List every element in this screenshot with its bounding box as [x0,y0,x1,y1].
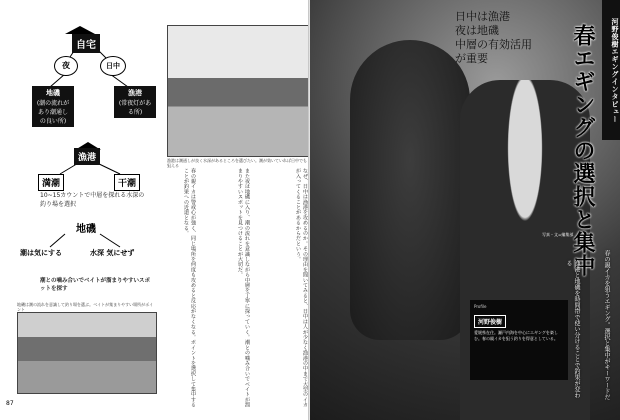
rocks-node-note: (潮の流れがあり潮通しの良い所) [36,100,70,125]
lead-column-2: 漁港と地磯を時間帯で使い分けることで釣果が変わる [565,260,580,398]
harbor-node [114,86,156,118]
harbor-photo-caption: 漁港は潮通しが良く水深があるところを選びたい。潮が効いていれば日中でも狙える [167,158,307,168]
main-title: 春エギングの選択と集中 [570,24,596,277]
profile-tag: Profile [474,304,487,309]
body-text-column-3: 春の親イカは警戒心が強く、同じ場所を何度も攻めると反応がなくなる。ポイントを選択して集中することが釣果への近道となる。 [183,168,196,408]
depth-ignore-node: 水深 気にせず [90,249,135,257]
headline-line-1: 日中は漁港 [455,10,510,23]
photo-credit: 写真・文=編集部 [542,232,574,237]
headline-line-4: が重要 [455,52,488,65]
low-tide-node: 干潮 [114,174,140,191]
right-page [310,0,620,420]
high-tide-node: 満潮 [38,174,64,191]
fishing-spot-diagram [10,22,160,322]
coast-photo-caption: 地磯は潮の流れを意識して釣り場を選ぶ。ベイトが集まりやすい場所がポイント [17,302,154,312]
body-text-column-2: また夜は地磯に入り、潮の流れを意識しながら中層を丁寧に探っていく。潮との噛み合いでベイトが溜まりやすいスポットを見つけることが大切だ。 [237,168,250,408]
rocks-node-label: 地磯 [46,89,60,97]
rocks-node [32,86,74,127]
harbor-center-node: 漁港 [74,148,100,165]
profile-description: 愛媛県在住。瀬戸内海を中心にエギングを楽しむ。春の親イカを狙う釣りを得意としている。 [474,330,558,341]
harbor-node-note: (常夜灯がある所) [118,100,152,116]
harbor-note: 10~15カウントで中層を探れる水深の釣り場を選択 [40,192,145,208]
page-number: 87 [6,400,14,407]
tide-matters-node: 潮は気にする [20,249,62,257]
harbor-node-label: 漁港 [128,89,142,97]
headline-lines [455,10,575,66]
harbor-photo [167,25,312,157]
headline-line-3: 中層の有効活用 [455,38,532,51]
night-node: 夜 [54,56,78,76]
profile-box [470,300,568,380]
lead-column-1: 春の親イカを狙うエギング。選択と集中がキーワードだ [603,250,610,400]
rocks-note: 潮との噛み合いでベイトが溜まりやすいスポットを探す [40,278,151,292]
daytime-node: 日中 [100,56,126,76]
rocks-center-node: 地磯 [76,224,96,235]
headline-line-2: 夜は地磯 [455,24,499,37]
profile-name: 河野俊樹 [474,315,506,328]
coast-photo [17,312,157,394]
body-text-column-1: なぜ、日中は漁港を攻めるのか。その理由を聞いてみると、日中は人が少なく漁港の中まで大型のイカが入ってくることがあるからだという。 [295,168,308,408]
home-node: 自宅 [72,34,100,53]
squid-photo-subject [350,40,470,340]
series-tag: 河野俊樹エギングインタビュー [602,0,620,140]
